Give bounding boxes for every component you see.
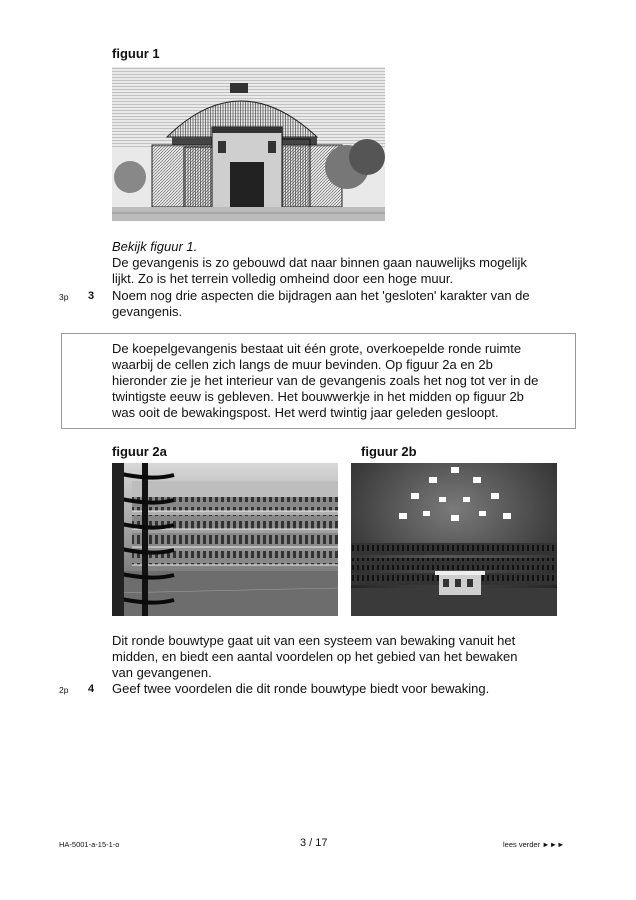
question-3-line-2: gevangenis. (112, 304, 183, 319)
info-line-1: De koepelgevangenis bestaat uit één grote, overkoepelde ronde ruimte (112, 341, 522, 356)
question-4-points: 2p (59, 685, 69, 695)
footer-code: HA-5001-a-15-1-o (59, 840, 120, 849)
info-line-3: hieronder zie je het interieur van de gevangenis zoals het nog tot ver in de (112, 373, 539, 388)
next-page-indicator: lees verder ►►► (503, 840, 565, 849)
instruction-text: Bekijk figuur 1. (112, 239, 198, 254)
figure-2b-photo (351, 463, 557, 616)
info-line-4: twintigste eeuw is gebleven. Het bouwwerkje in het midden op figuur 2b (112, 389, 524, 404)
intro-line-1: De gevangenis is zo gebouwd dat naar binnen gaan nauwelijks mogelijk (112, 255, 527, 270)
question-4-text: Geef twee voordelen die dit ronde bouwtype biedt voor bewaking. (112, 681, 490, 696)
info-line-2: waarbij de cellen zich langs de muur bevinden. Op figuur 2a en 2b (112, 357, 493, 372)
info-line-5: was ooit de bewakingspost. Het werd twintig jaar geleden gesloopt. (112, 405, 499, 420)
question-4-number: 4 (88, 683, 95, 695)
question-3-points: 3p (59, 292, 69, 302)
question-3-line-1: Noem nog drie aspecten die bijdragen aan het 'gesloten' karakter van de (112, 288, 530, 303)
figure-1-engraving (112, 67, 385, 221)
figure-2a-photo (112, 463, 338, 616)
question-3-number: 3 (88, 290, 95, 302)
context-line-1: Dit ronde bouwtype gaat uit van een systeem van bewaking vanuit het (112, 633, 516, 648)
context-line-2: midden, en biedt een aantal voordelen op het gebied van het bewaken (112, 649, 518, 664)
info-box (61, 333, 576, 429)
figure-2a-label: figuur 2a (112, 444, 167, 459)
intro-line-2: lijkt. Zo is het terrein volledig omheind door een hoge muur. (112, 271, 454, 286)
context-line-3: van gevangenen. (112, 665, 212, 680)
page-number: 3 / 17 (300, 837, 328, 849)
figure-2b-label: figuur 2b (361, 444, 417, 459)
figure-1-label: figuur 1 (112, 46, 160, 61)
